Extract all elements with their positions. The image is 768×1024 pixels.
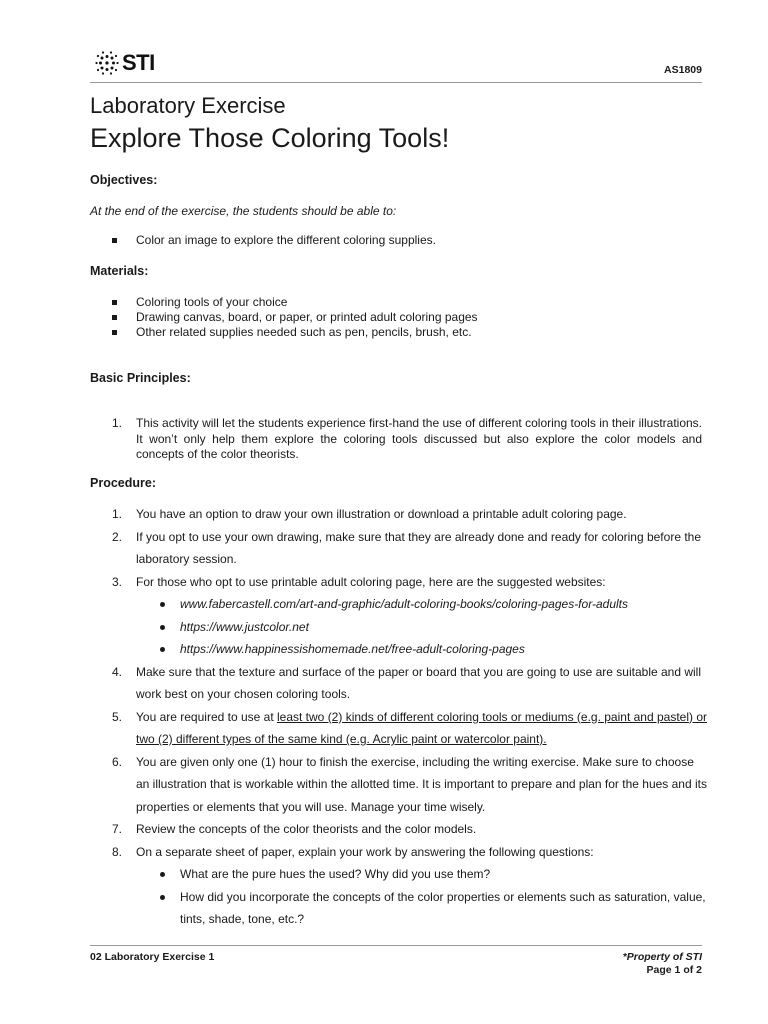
website-link[interactable]: www.fabercastell.com/art-and-graphic/adult-coloring-books/coloring-pages-for-adults (180, 593, 707, 616)
header-divider (90, 82, 702, 83)
list-item: Color an image to explore the different coloring supplies. (112, 233, 436, 248)
underlined-requirement: least two (2) kinds of different coloring tools or mediums (e.g. paint and pastel) or two (2) different types of the same kind (e.g. Acrylic paint or watercolor paint). (136, 709, 707, 746)
bullet-icon (160, 647, 165, 652)
item-number: 4. (112, 664, 123, 679)
item-number: 1. (112, 507, 123, 521)
website-link[interactable]: https://www.justcolor.net (180, 616, 707, 639)
procedure-heading: Procedure: (90, 476, 156, 490)
principle-text: This activity will let the students experience first-hand the use of different coloring tools in their illustrations. It won’t only help them explore the coloring tools discussed but also explore the color models and concepts of the color theorists. (136, 416, 702, 461)
sti-logo (94, 50, 155, 76)
website-link[interactable]: https://www.happinessishomemade.net/free-adult-coloring-pages (180, 638, 707, 661)
item-number: 6. (112, 754, 123, 769)
procedure-item: 3. For those who opt to use printable adult coloring page, here are the suggested websites: (112, 571, 707, 594)
materials-heading: Materials: (90, 264, 149, 278)
square-bullet-icon (112, 315, 117, 320)
objectives-heading: Objectives: (90, 173, 158, 187)
question-item: How did you incorporate the concepts of the color properties or elements such as saturation, value, tints, shade, tone, etc.? (180, 886, 707, 931)
bullet-icon (160, 872, 165, 877)
procedure-item: 1. You have an option to draw your own illustration or download a printable adult coloring page. (112, 503, 707, 526)
globe-icon (94, 50, 120, 76)
item-number: 3. (112, 574, 123, 589)
principles-heading: Basic Principles: (90, 371, 191, 385)
list-item: Coloring tools of your choice (112, 295, 478, 310)
procedure-item: 8. On a separate sheet of paper, explain your work by answering the following questions: (112, 841, 707, 864)
procedure-item: 7. Review the concepts of the color theorists and the color models. (112, 818, 707, 841)
property-note: *Property of STI (622, 951, 702, 963)
objectives-intro: At the end of the exercise, the students should be able to: (90, 204, 397, 218)
list-item: Drawing canvas, board, or paper, or printed adult coloring pages (112, 310, 478, 325)
item-number: 7. (112, 822, 123, 836)
materials-list (112, 295, 478, 340)
footer-label: 02 Laboratory Exercise 1 (90, 951, 215, 963)
document-code: AS1809 (664, 64, 702, 76)
principle-item (112, 416, 702, 463)
procedure-item: 2. If you opt to use your own drawing, make sure that they are already done and ready for coloring before the laboratory session. (112, 526, 707, 571)
footer-right (623, 951, 702, 977)
square-bullet-icon (112, 238, 117, 243)
bullet-icon (160, 625, 165, 630)
page-kind: Laboratory Exercise (90, 93, 286, 118)
procedure-list (112, 503, 707, 931)
objectives-list (112, 233, 436, 248)
bullet-icon (160, 895, 165, 900)
procedure-item: 4. Make sure that the texture and surface of the paper or board that you are going to use are suitable and will work best on your chosen coloring tools. (112, 661, 707, 706)
square-bullet-icon (112, 330, 117, 335)
item-number: 8. (112, 844, 123, 859)
item-number: 5. (112, 709, 123, 724)
question-item: What are the pure hues the used? Why did you use them? (180, 863, 707, 886)
footer-divider (90, 945, 702, 946)
square-bullet-icon (112, 300, 117, 305)
item-number: 2. (112, 529, 123, 544)
page-header (90, 44, 702, 82)
list-item: Other related supplies needed such as pen, pencils, brush, etc. (112, 325, 478, 340)
procedure-item: 6. You are given only one (1) hour to finish the exercise, including the writing exercise. Make sure to choose an illustration that is workable within the allotted time. It is important to prepare and plan for the hues and its properties or elements that you will use. Manage your time wisely. (112, 751, 707, 819)
page-number: Page 1 of 2 (646, 964, 702, 976)
procedure-item: 5. You are required to use at least two (2) kinds of different coloring tools or mediums (e.g. paint and pastel) or two (2) different types of the same kind (e.g. Acrylic paint or watercolor paint). (112, 706, 707, 751)
page-title: Explore Those Coloring Tools! (90, 123, 450, 153)
logo-text: STI (122, 50, 155, 75)
item-number: 1. (112, 416, 123, 430)
bullet-icon (160, 602, 165, 607)
